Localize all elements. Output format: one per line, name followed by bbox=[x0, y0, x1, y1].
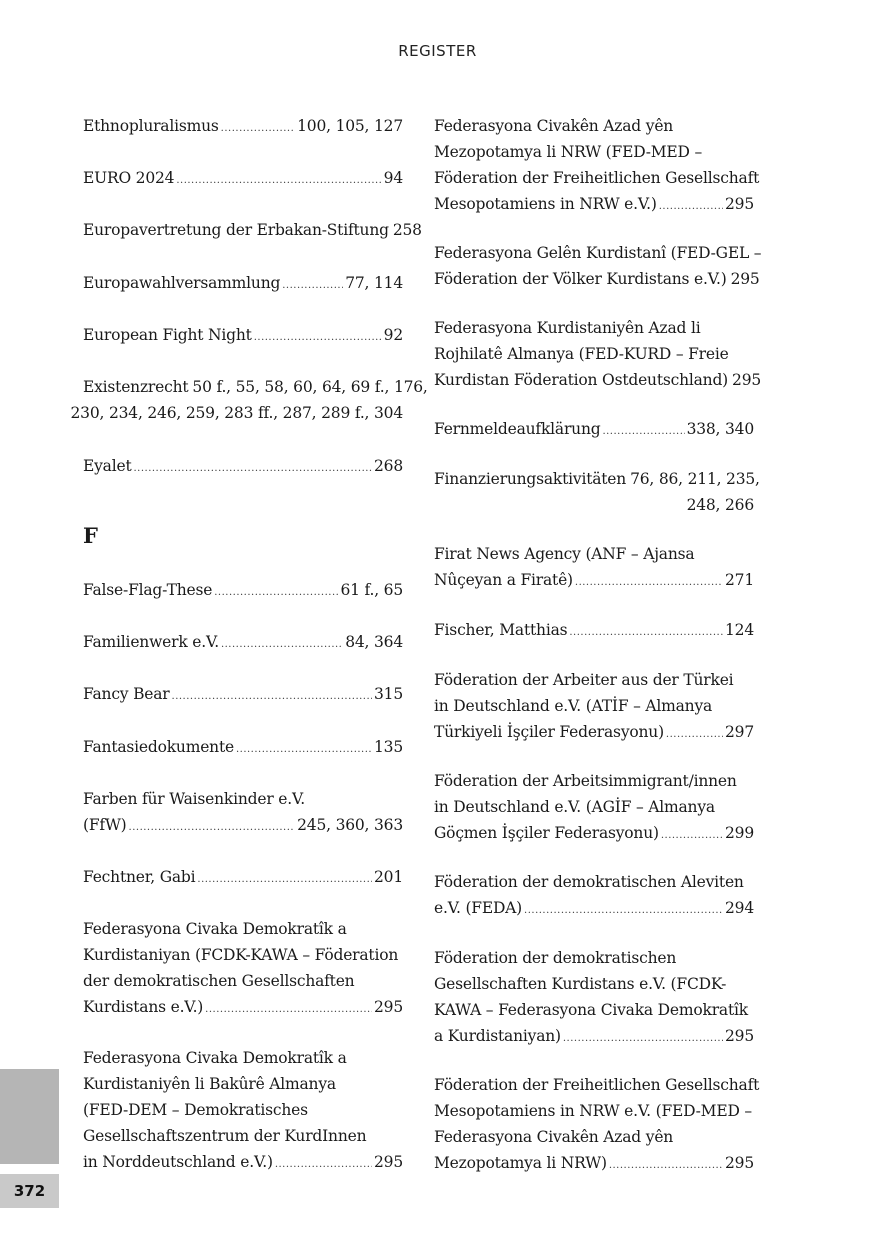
page-refs: 295 bbox=[732, 371, 762, 389]
page-refs: 201 bbox=[374, 868, 403, 886]
index-term: Fernmeldeaufklärung bbox=[434, 420, 601, 438]
index-term-line: Föderation der demokratischen Aleviten bbox=[434, 873, 744, 891]
index-term-line: Föderation der Arbeitsimmigrant/innen bbox=[434, 772, 737, 790]
index-entry bbox=[83, 681, 403, 707]
leader-dots bbox=[172, 684, 372, 710]
page-number: 372 bbox=[0, 1174, 59, 1208]
leader-dots bbox=[602, 419, 684, 445]
index-term-line: Farben für Waisenkinder e.V. bbox=[83, 790, 305, 808]
index-entry bbox=[83, 1045, 403, 1175]
index-term-line: Federasyona Civaka Demokratîk a bbox=[83, 1049, 347, 1067]
index-term: Kurdistan Föderation Ostdeutschland) bbox=[434, 371, 729, 389]
section-letter: F bbox=[83, 523, 98, 548]
index-entry bbox=[434, 315, 762, 393]
index-entry bbox=[83, 165, 403, 191]
index-entry bbox=[83, 270, 403, 296]
page-refs-continued: 230, 234, 246, 259, 283 ff., 287, 289 f., 304 bbox=[70, 404, 403, 422]
index-entry bbox=[434, 541, 754, 593]
index-term: Finanzierungsaktivitäten bbox=[434, 470, 627, 488]
index-term: in Norddeutschland e.V.) bbox=[83, 1153, 273, 1171]
index-term: Föderation der Völker Kurdistans e.V.) bbox=[434, 270, 727, 288]
leader-dots bbox=[666, 722, 723, 748]
index-term: Fechtner, Gabi bbox=[83, 868, 196, 886]
index-entry bbox=[83, 916, 403, 1020]
page-refs: 295 bbox=[725, 1027, 754, 1045]
leader-dots bbox=[524, 898, 723, 924]
index-entry bbox=[83, 113, 403, 139]
index-entry bbox=[83, 786, 403, 838]
index-entry bbox=[70, 374, 428, 426]
page-refs: 77, 114 bbox=[345, 274, 403, 292]
index-term: Eyalet bbox=[83, 457, 132, 475]
leader-dots bbox=[575, 570, 723, 596]
leader-dots bbox=[569, 620, 723, 646]
leader-dots bbox=[254, 325, 382, 351]
leader-dots bbox=[563, 1026, 723, 1052]
index-term-line: Kurdistaniyan (FCDK-KAWA – Föderation bbox=[83, 946, 399, 964]
index-entry bbox=[434, 768, 754, 846]
index-term: Türkiyeli İşçiler Federasyonu) bbox=[434, 723, 664, 741]
index-term-line: KAWA – Federasyona Civaka Demokratîk bbox=[434, 1001, 748, 1019]
page-refs: 295 bbox=[374, 998, 403, 1016]
page-refs: 258 bbox=[392, 221, 422, 239]
index-term-line: in Deutschland e.V. (ATİF – Almanya bbox=[434, 697, 713, 715]
page-refs: 135 bbox=[374, 738, 403, 756]
leader-dots bbox=[609, 1153, 723, 1179]
page-refs: 295 bbox=[725, 195, 754, 213]
index-entry bbox=[434, 466, 760, 518]
leader-dots bbox=[205, 997, 372, 1023]
page-refs: 245, 360, 363 bbox=[297, 816, 403, 834]
page-refs: 299 bbox=[725, 824, 754, 842]
page-refs: 124 bbox=[725, 621, 754, 639]
leader-dots bbox=[236, 737, 372, 763]
index-term-line: Föderation der Arbeiter aus der Türkei bbox=[434, 671, 734, 689]
page-refs: 295 bbox=[725, 1154, 754, 1172]
leader-dots bbox=[221, 632, 343, 658]
index-term: Nûçeyan a Firatê) bbox=[434, 571, 573, 589]
leader-dots bbox=[221, 116, 295, 142]
index-term-line: Mezopotamya li NRW (FED-MED – bbox=[434, 143, 703, 161]
index-term-line: (FED-DEM – Demokratisches bbox=[83, 1101, 308, 1119]
leader-dots bbox=[275, 1152, 372, 1178]
index-term: e.V. (FEDA) bbox=[434, 899, 523, 917]
index-term-line: Firat News Agency (ANF – Ajansa bbox=[434, 545, 695, 563]
index-term: Fischer, Matthias bbox=[434, 621, 568, 639]
page-refs: 268 bbox=[374, 457, 403, 475]
index-entry bbox=[83, 322, 403, 348]
index-term-line: in Deutschland e.V. (AGİF – Almanya bbox=[434, 798, 715, 816]
index-entry bbox=[83, 734, 403, 760]
index-term-line: Mesopotamiens in NRW e.V. (FED-MED – bbox=[434, 1102, 752, 1120]
index-term: Fantasiedokumente bbox=[83, 738, 234, 756]
index-entry bbox=[434, 240, 762, 292]
index-entry bbox=[83, 217, 422, 243]
index-term: European Fight Night bbox=[83, 326, 252, 344]
page-refs: 84, 364 bbox=[345, 633, 403, 651]
index-term-line: Föderation der demokratischen bbox=[434, 949, 677, 967]
index-entry bbox=[434, 945, 754, 1049]
index-entry bbox=[83, 577, 403, 603]
index-term-line: Rojhilatê Almanya (FED-KURD – Freie bbox=[434, 345, 729, 363]
index-term-line: Federasyona Kurdistaniyên Azad li bbox=[434, 319, 701, 337]
index-entry bbox=[83, 864, 403, 890]
index-term: (FfW) bbox=[83, 816, 127, 834]
index-entry bbox=[434, 667, 754, 745]
index-term-line: Federasyona Civakên Azad yên bbox=[434, 117, 674, 135]
page-refs: 61 f., 65 bbox=[340, 581, 403, 599]
index-term-line: Federasyona Civaka Demokratîk a bbox=[83, 920, 347, 938]
index-term: Europawahlversammlung bbox=[83, 274, 281, 292]
leader-dots bbox=[129, 815, 296, 841]
index-term: EURO 2024 bbox=[83, 169, 175, 187]
index-term: Fancy Bear bbox=[83, 685, 170, 703]
page-refs: 92 bbox=[383, 326, 403, 344]
page-refs-continued: 248, 266 bbox=[686, 496, 754, 514]
page-refs: 294 bbox=[725, 899, 754, 917]
page-refs: 271 bbox=[725, 571, 754, 589]
index-entry bbox=[434, 617, 754, 643]
page-refs: 94 bbox=[383, 169, 403, 187]
page-refs: 295 bbox=[374, 1153, 403, 1171]
index-term-line: Föderation der Freiheitlichen Gesellschaft bbox=[434, 1076, 760, 1094]
index-term: a Kurdistaniyan) bbox=[434, 1027, 561, 1045]
index-term-line: der demokratischen Gesellschaften bbox=[83, 972, 355, 990]
page-refs: 295 bbox=[730, 270, 760, 288]
index-entry bbox=[434, 416, 754, 442]
leader-dots bbox=[661, 823, 723, 849]
index-entry bbox=[434, 869, 754, 921]
index-term-line: Kurdistaniyên li Bakûrê Almanya bbox=[83, 1075, 336, 1093]
index-term: Mezopotamya li NRW) bbox=[434, 1154, 607, 1172]
index-term: Göçmen İşçiler Federasyonu) bbox=[434, 824, 659, 842]
page-refs: 338, 340 bbox=[686, 420, 754, 438]
leader-dots bbox=[197, 867, 372, 893]
index-term: Kurdistans e.V.) bbox=[83, 998, 204, 1016]
page-refs: 297 bbox=[725, 723, 754, 741]
index-term-line: Gesellschaften Kurdistans e.V. (FCDK- bbox=[434, 975, 727, 993]
index-term-line: Federasyona Gelên Kurdistanî (FED-GEL – bbox=[434, 244, 762, 262]
page-refs: 100, 105, 127 bbox=[297, 117, 403, 135]
index-term: Mesopotamiens in NRW e.V.) bbox=[434, 195, 657, 213]
leader-dots bbox=[133, 456, 372, 482]
leader-dots bbox=[214, 580, 338, 606]
index-term: Ethnopluralismus bbox=[83, 117, 219, 135]
thumb-index-tab bbox=[0, 1069, 59, 1164]
page-refs: 50 f., 55, 58, 60, 64, 69 f., 176, bbox=[192, 378, 428, 396]
index-entry bbox=[434, 1072, 760, 1176]
index-term: Existenzrecht bbox=[83, 378, 189, 396]
index-term: False-Flag-These bbox=[83, 581, 213, 599]
leader-dots bbox=[659, 194, 723, 220]
page-refs: 76, 86, 211, 235, bbox=[630, 470, 760, 488]
index-term-line: Föderation der Freiheitlichen Gesellschaft bbox=[434, 169, 760, 187]
index-entry bbox=[434, 113, 760, 217]
index-term: Europavertretung der Erbakan-Stiftung bbox=[83, 221, 389, 239]
leader-dots bbox=[176, 168, 381, 194]
index-term-line: Gesellschaftszentrum der KurdInnen bbox=[83, 1127, 367, 1145]
running-header: REGISTER bbox=[398, 42, 477, 60]
index-entry bbox=[83, 629, 403, 655]
index-entry bbox=[83, 453, 403, 479]
page-refs: 315 bbox=[374, 685, 403, 703]
index-term: Familienwerk e.V. bbox=[83, 633, 219, 651]
leader-dots bbox=[282, 273, 343, 299]
index-term-line: Federasyona Civakên Azad yên bbox=[434, 1128, 674, 1146]
